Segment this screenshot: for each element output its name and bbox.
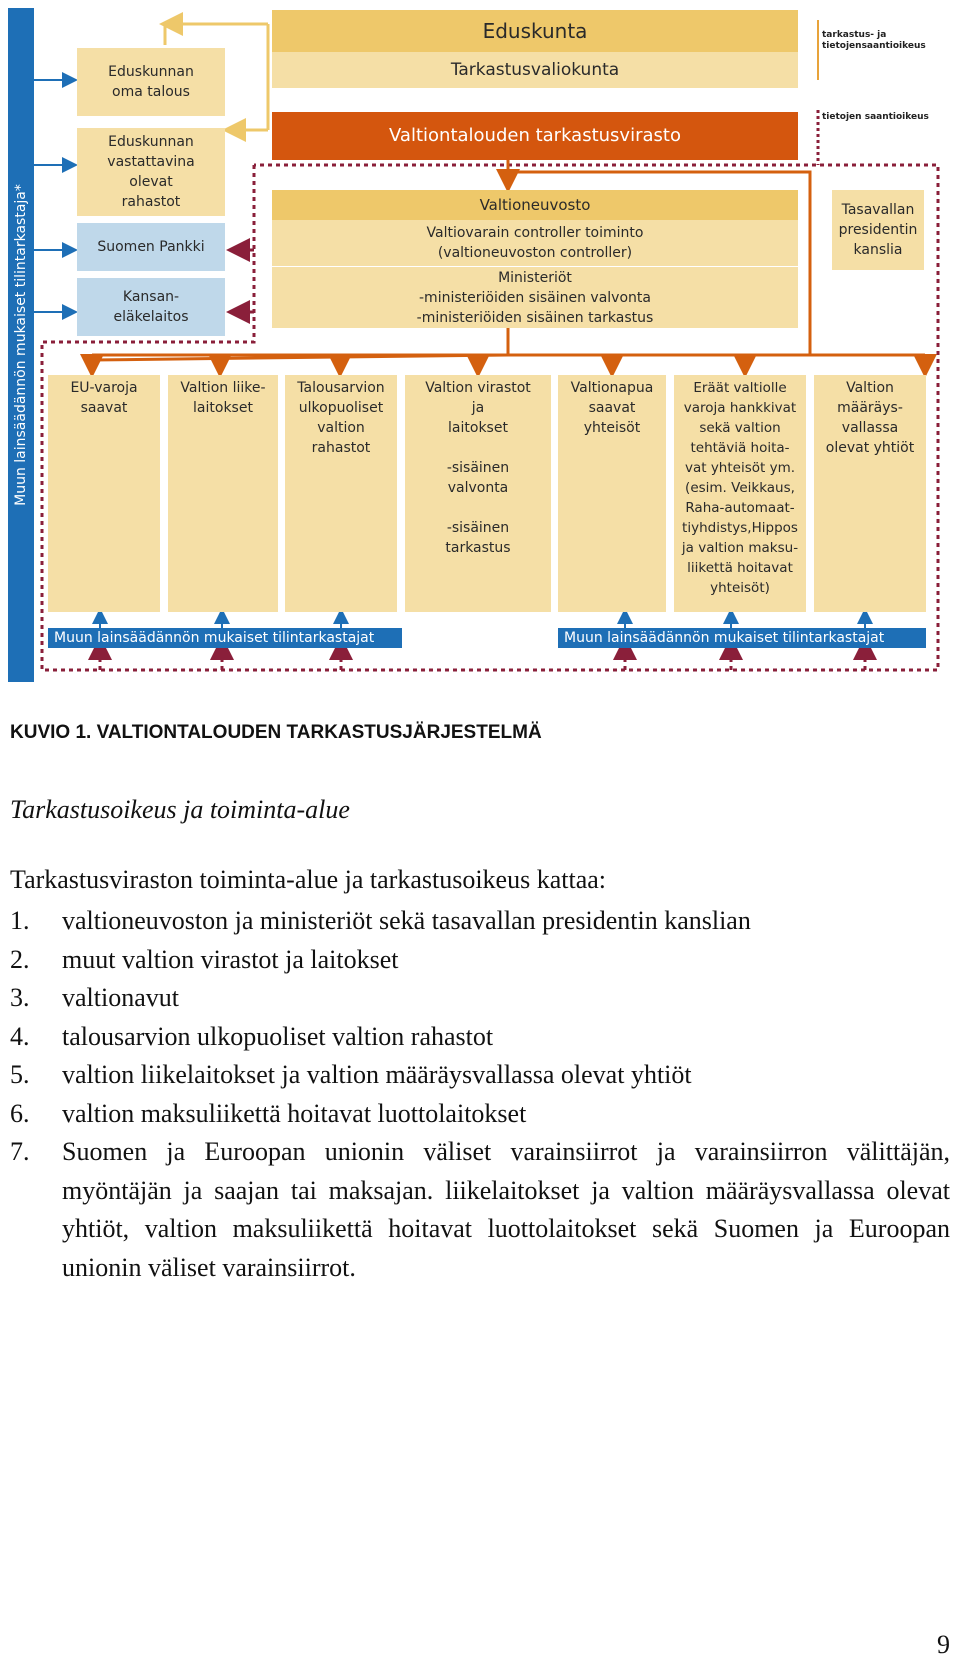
eu-varoja-box: EU-varoja saavat <box>48 375 160 612</box>
intro-paragraph: Tarkastusviraston toiminta-alue ja tarkastusoikeus kattaa: <box>10 865 607 894</box>
tarkastusvaliokunta-box: Tarkastusvaliokunta <box>272 52 798 88</box>
legend-audit-right: tarkastus- ja tietojensaantioikeus <box>822 30 926 51</box>
auditors-bar-right: Muun lainsäädännön mukaiset tilintarkastajat <box>558 628 926 648</box>
list-item: 4. talousarvion ulkopuoliset valtion rahastot <box>10 1021 494 1051</box>
section-subtitle: Tarkastusoikeus ja toiminta-alue <box>10 795 350 824</box>
list-item: 2. muut valtion virastot ja laitokset <box>10 944 399 974</box>
figure-caption: KUVIO 1. VALTIONTALOUDEN TARKASTUSJÄRJESTELMÄ <box>10 722 542 743</box>
side-auditor-label: Muun lainsäädännön mukaiset tilintarkastaja* <box>8 8 34 682</box>
vtv-box: Valtiontalouden tarkastusvirasto <box>272 112 798 160</box>
audit-system-diagram <box>0 0 960 690</box>
eduskunta-talous-box: Eduskunnan oma talous <box>77 48 225 116</box>
list-item: 6. valtion maksuliikettä hoitavat luottolaitokset <box>10 1098 527 1128</box>
list-item: 5. valtion liikelaitokset ja valtion määräysvallassa olevat yhtiöt <box>10 1060 692 1089</box>
side-label-arrows <box>34 80 74 312</box>
eduskunta-rahastot-box: Eduskunnan vastattavina olevat rahastot <box>77 128 225 216</box>
list-item: 1. valtioneuvoston ja ministeriöt sekä tasavallan presidentin kanslian <box>10 906 751 935</box>
list-item: 3. valtionavut <box>10 983 179 1012</box>
eduskunta-box: Eduskunta <box>272 10 798 52</box>
rahastot-box: Talousarvion ulkopuoliset valtion rahastot <box>285 375 397 612</box>
scope-list <box>10 902 950 1287</box>
valtioneuvosto-box: Valtioneuvosto <box>272 190 798 220</box>
presidentti-box: Tasavallan presidentin kanslia <box>832 190 924 270</box>
auditors-bar-left: Muun lainsäädännön mukaiset tilintarkastajat <box>48 628 402 648</box>
liikelaitokset-box: Valtion liike- laitokset <box>168 375 278 612</box>
page-number: 9 <box>937 1630 950 1659</box>
yhtiot-box: Valtion määräys- vallassa olevat yhtiöt <box>814 375 926 612</box>
controller-box: Valtiovarain controller toiminto (valtioneuvoston controller) <box>272 220 798 266</box>
yhteisot-box: Eräät valtiolle varoja hankkivat sekä valtion tehtäviä hoita- vat yhteisöt ym. (esim. Veikkaus, Raha-automaat- tiyhdistys,Hippos ja valtion maksu- liikettä hoitavat yhteisöt) <box>674 375 806 612</box>
virastot-box: Valtion virastot ja laitokset -sisäinen valvonta -sisäinen tarkastus <box>405 375 551 612</box>
ministeriot-box: Ministeriöt -ministeriöiden sisäinen valvonta -ministeriöiden sisäinen tarkastus <box>272 266 798 328</box>
list-item: 7. Suomen ja Euroopan unionin väliset varainsiirrot ja varainsiirron välittäjän, myöntäjän ja saajan tai maksajan. liikelaitokset ja valtion määräysvallassa olevat yhtiöt, valtion maksuliikettä hoitavat luottolaitokset sekä Suomen ja Euroopan unionin väliset varainsiirrot. <box>10 1137 950 1282</box>
valtionapua-box: Valtionapua saavat yhteisöt <box>558 375 666 612</box>
suomen-pankki-box: Suomen Pankki <box>77 223 225 271</box>
kansanelakelaitos-box: Kansan- eläkelaitos <box>77 278 225 336</box>
legend-info-right: tietojen saantioikeus <box>822 112 929 122</box>
